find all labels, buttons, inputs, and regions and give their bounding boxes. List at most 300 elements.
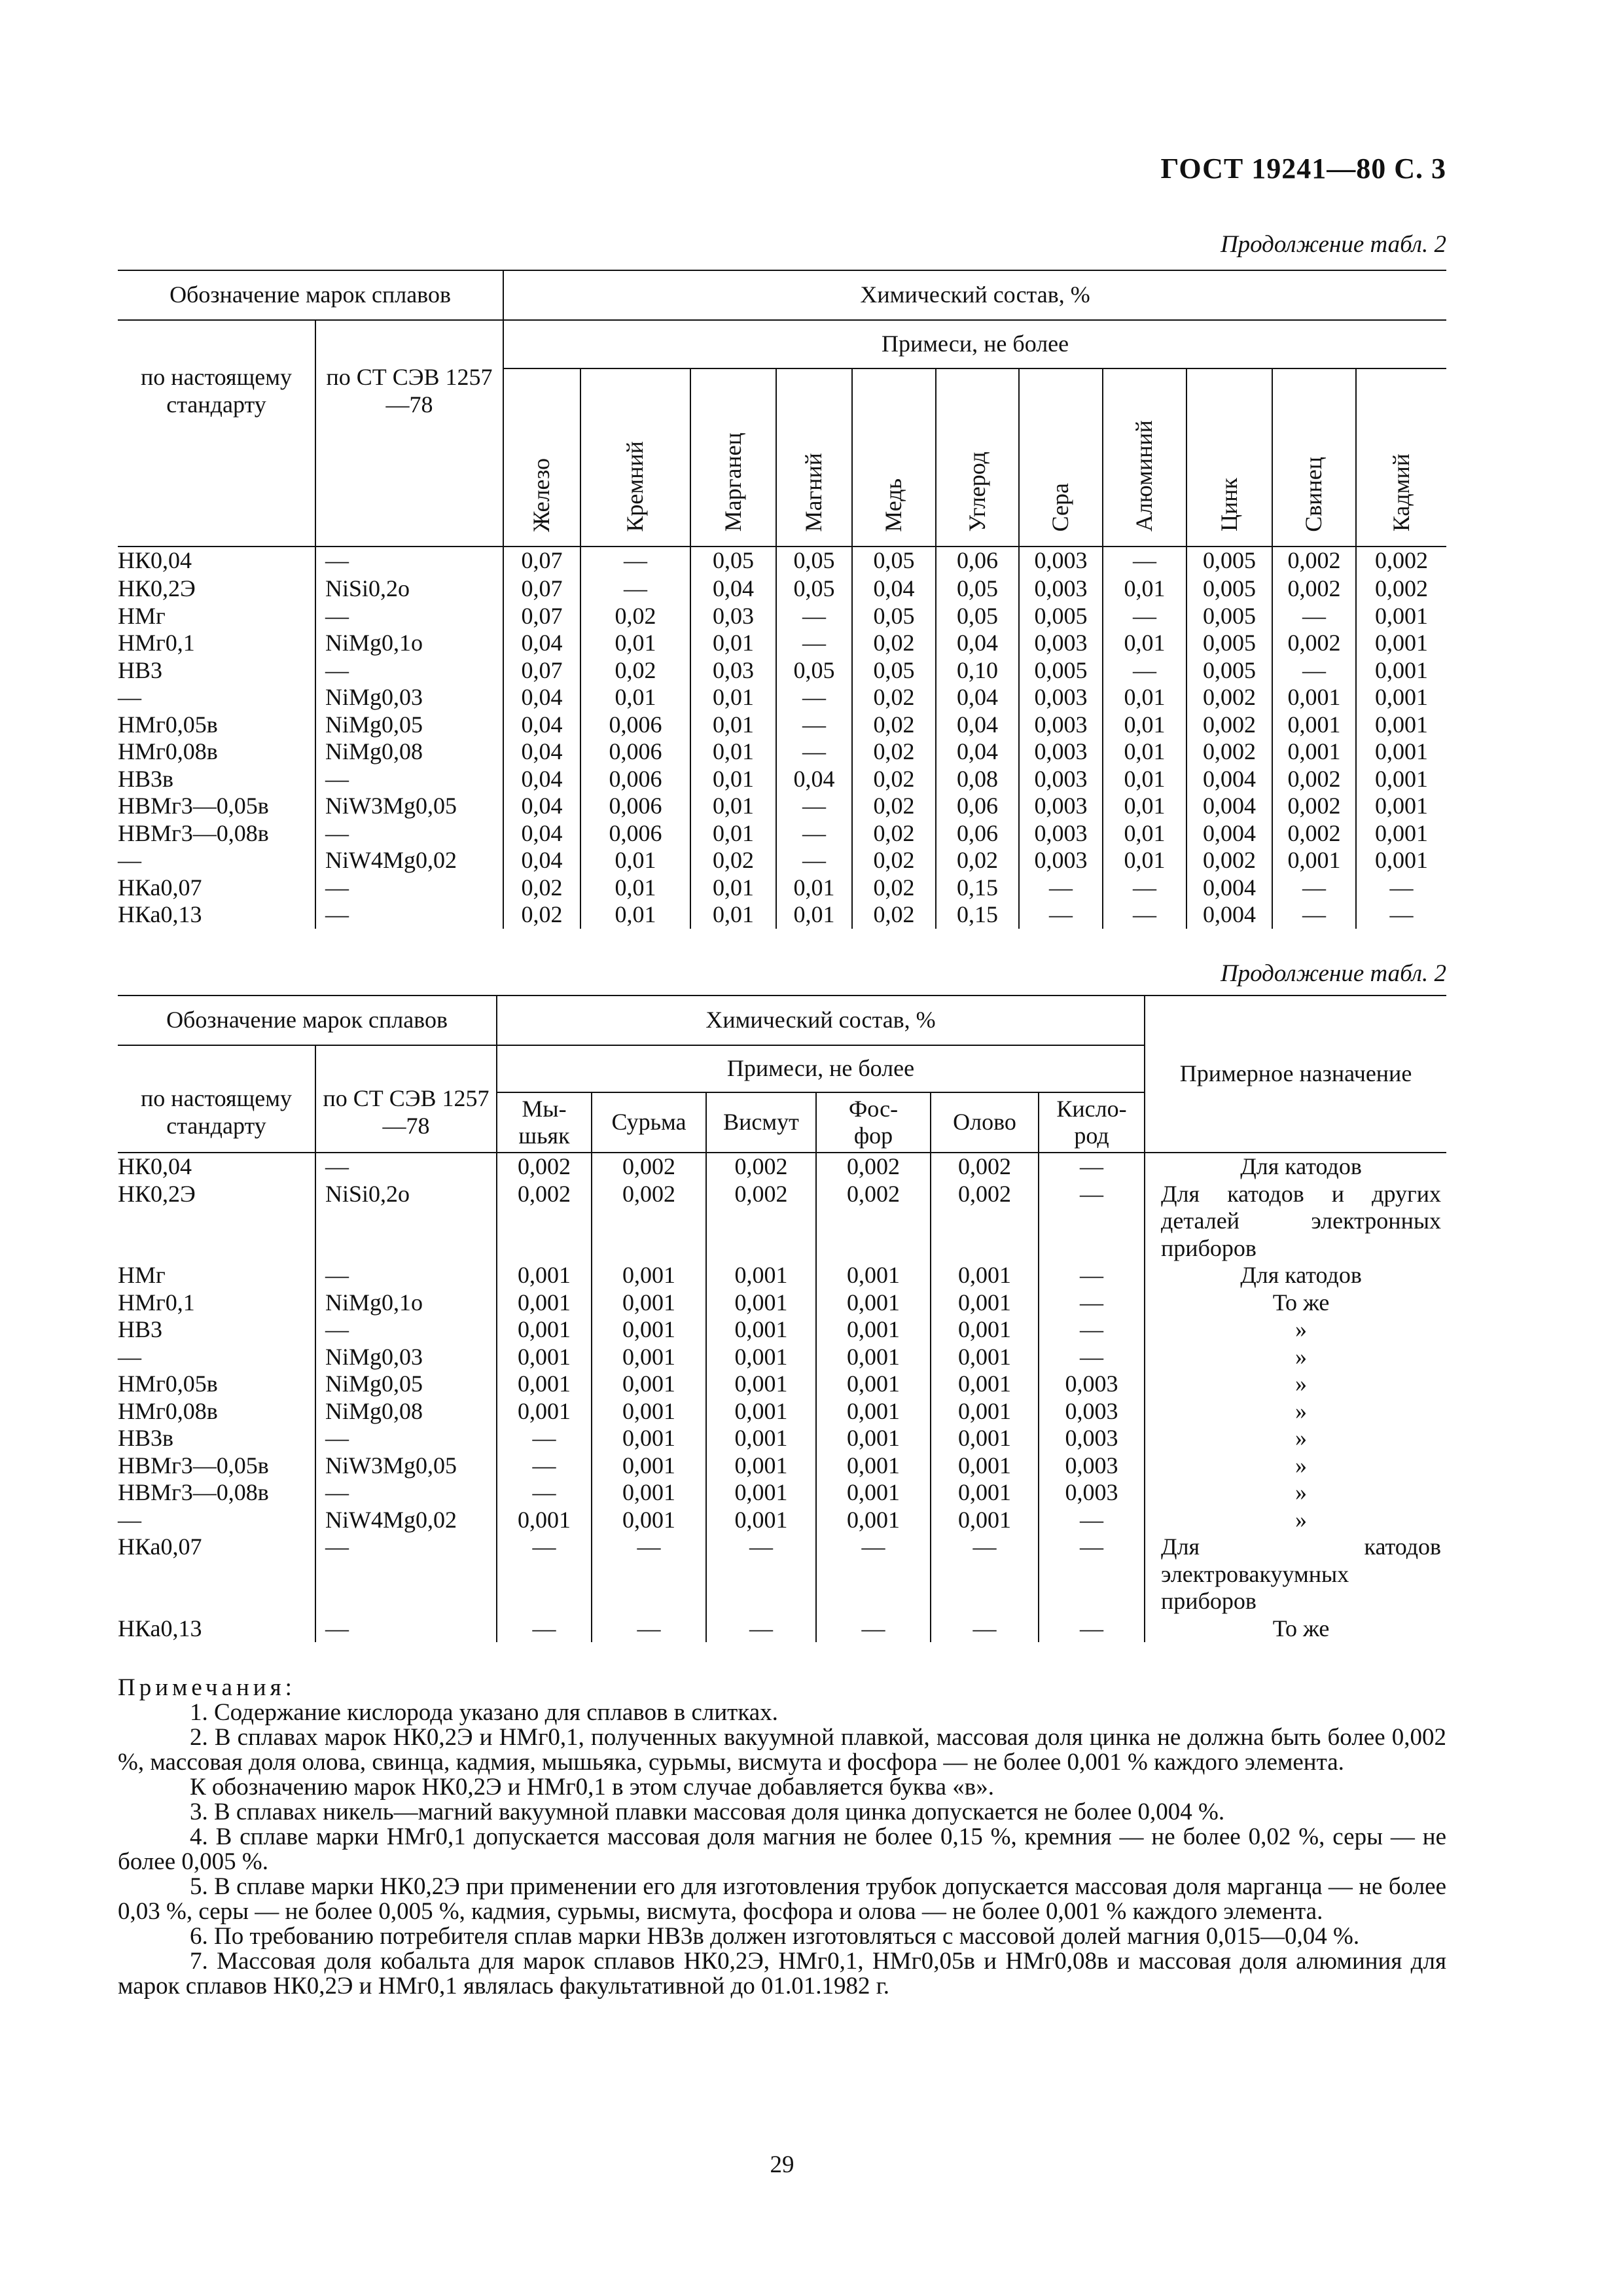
value-cell: 0,02 [503, 874, 580, 902]
value-cell: 0,05 [776, 657, 852, 685]
value-cell: 0,001 [1272, 738, 1356, 766]
value-cell: 0,15 [936, 901, 1019, 929]
value-cell: 0,001 [497, 1316, 592, 1344]
header-by-this-standard: по настоящему стандарту [118, 1045, 315, 1153]
value-cell: 0,002 [931, 1153, 1039, 1181]
sev-grade-cell: — [315, 901, 503, 929]
table-row [118, 874, 1446, 902]
table-row [118, 1507, 1446, 1534]
value-cell: — [1039, 1615, 1145, 1643]
value-cell: 0,02 [852, 820, 936, 848]
value-cell: — [1019, 874, 1103, 902]
table-row [118, 1344, 1446, 1371]
value-cell: 0,04 [503, 820, 580, 848]
value-cell: 0,001 [1356, 603, 1446, 630]
element-header: Кремний [622, 440, 649, 532]
header-impurities: Примеси, не более [503, 320, 1446, 368]
value-cell: 0,004 [1186, 820, 1272, 848]
value-cell: 0,005 [1186, 575, 1272, 603]
value-cell: » [1145, 1344, 1446, 1371]
value-cell: 0,002 [1272, 575, 1356, 603]
header-by-this-standard: по настоящему стандарту [118, 320, 315, 547]
value-cell: 0,01 [1103, 738, 1186, 766]
value-cell: 0,001 [816, 1262, 931, 1289]
value-cell: 0,001 [816, 1398, 931, 1426]
value-cell: — [776, 820, 852, 848]
value-cell: 0,002 [1272, 630, 1356, 657]
value-cell: 0,05 [936, 603, 1019, 630]
value-cell: 0,003 [1039, 1398, 1145, 1426]
value-cell: » [1145, 1425, 1446, 1452]
table-row [118, 1289, 1446, 1317]
value-cell: 0,001 [1356, 630, 1446, 657]
grade-cell: НВ3 [118, 656, 163, 683]
value-cell: 0,02 [852, 793, 936, 820]
table-row [118, 657, 1446, 685]
sev-grade-cell: NiW3Mg0,05 [315, 793, 503, 820]
value-cell: 0,006 [580, 793, 690, 820]
table-row [118, 547, 1446, 575]
value-cell: 0,001 [931, 1371, 1039, 1398]
value-cell: — [1039, 1289, 1145, 1317]
value-cell: — [1103, 657, 1186, 685]
value-cell: 0,04 [936, 711, 1019, 739]
value-cell: 0,006 [580, 820, 690, 848]
value-cell: 0,04 [503, 630, 580, 657]
value-cell: — [1039, 1316, 1145, 1344]
header-impurities: Примеси, не более [497, 1045, 1145, 1092]
value-cell: 0,05 [852, 603, 936, 630]
value-cell: » [1145, 1479, 1446, 1507]
table-row [118, 711, 1446, 739]
value-cell: 0,001 [592, 1425, 706, 1452]
table-row [118, 1615, 1446, 1643]
value-cell: 0,001 [592, 1344, 706, 1371]
table-row [118, 630, 1446, 657]
value-cell: 0,02 [852, 901, 936, 929]
value-cell: 0,004 [1186, 793, 1272, 820]
value-cell: 0,001 [931, 1398, 1039, 1426]
table-row [118, 901, 1446, 929]
value-cell: 0,001 [1272, 847, 1356, 874]
value-cell: » [1145, 1507, 1446, 1534]
value-cell: 0,02 [852, 630, 936, 657]
value-cell: 0,002 [1356, 547, 1446, 575]
grade-cell: НМг [118, 602, 166, 629]
value-cell: 0,01 [580, 874, 690, 902]
table-2-body [118, 1153, 1446, 1642]
value-cell: 0,001 [592, 1289, 706, 1317]
value-cell: 0,02 [852, 847, 936, 874]
grade-cell: — [118, 847, 141, 873]
element-header: Кисло- род [1039, 1092, 1145, 1153]
value-cell: 0,001 [931, 1452, 1039, 1480]
value-cell: 0,001 [706, 1344, 816, 1371]
value-cell: — [1039, 1507, 1145, 1534]
value-cell: — [592, 1534, 706, 1615]
value-cell: — [592, 1615, 706, 1643]
value-cell: 0,001 [1356, 657, 1446, 685]
table-row [118, 1316, 1446, 1344]
value-cell: — [776, 603, 852, 630]
value-cell: 0,003 [1039, 1425, 1145, 1452]
table-row [118, 1398, 1446, 1426]
value-cell: 0,01 [580, 847, 690, 874]
value-cell: 0,02 [852, 874, 936, 902]
value-cell: 0,01 [690, 630, 776, 657]
value-cell: — [1039, 1344, 1145, 1371]
value-cell: 0,002 [1272, 793, 1356, 820]
value-cell: 0,005 [1186, 657, 1272, 685]
value-cell: 0,05 [776, 547, 852, 575]
note-item: 7. Массовая доля кобальта для марок сплавов НК0,2Э, НМг0,1, НМг0,05в и НМг0,08в и массовая доля алюминия для марок сплавов НК0,2Э и НМг0,1 являлась факультативной до 01.01.1982 г. [118, 1948, 1446, 2000]
element-header: Магний [800, 452, 827, 532]
value-cell: 0,01 [690, 820, 776, 848]
grade-cell: НВ3 [118, 1316, 163, 1342]
grade-cell: НМг0,08в [118, 738, 218, 764]
value-cell: — [497, 1479, 592, 1507]
note-item: 2. В сплавах марок НК0,2Э и НМг0,1, полученных вакуумной плавкой, массовая доля цинка не должна быть более 0,002 %, массовая доля олова, свинца, кадмия, мышьяка, сурьмы, висмута и фосфора — не более 0,001 % каждого элемента. [118, 1724, 1446, 1776]
value-cell: 0,002 [1186, 847, 1272, 874]
header-purpose: Примерное назначение [1145, 996, 1446, 1153]
sev-grade-cell: NiMg0,05 [315, 1371, 497, 1398]
table-row [118, 1479, 1446, 1507]
value-cell: 0,001 [706, 1507, 816, 1534]
value-cell: — [776, 711, 852, 739]
value-cell: — [776, 630, 852, 657]
value-cell: 0,002 [816, 1181, 931, 1263]
composition-table-1 [118, 270, 1446, 929]
value-cell: 0,003 [1019, 630, 1103, 657]
value-cell: 0,04 [936, 630, 1019, 657]
value-cell: 0,002 [1272, 547, 1356, 575]
value-cell: — [497, 1425, 592, 1452]
value-cell: — [1103, 874, 1186, 902]
value-cell: 0,01 [690, 738, 776, 766]
element-header: Углерод [963, 452, 990, 532]
value-cell: 0,01 [580, 630, 690, 657]
value-cell: 0,001 [816, 1425, 931, 1452]
value-cell: — [1272, 874, 1356, 902]
value-cell: — [1039, 1262, 1145, 1289]
value-cell: 0,003 [1019, 684, 1103, 711]
value-cell: 0,001 [592, 1452, 706, 1480]
page-header: ГОСТ 19241—80 С. 3 [1160, 152, 1446, 185]
value-cell: 0,001 [706, 1289, 816, 1317]
grade-cell: — [118, 1343, 141, 1370]
value-cell: 0,05 [852, 657, 936, 685]
table-row [118, 603, 1446, 630]
value-cell: 0,02 [936, 847, 1019, 874]
grade-cell: НКа0,13 [118, 1615, 202, 1641]
value-cell: 0,003 [1019, 738, 1103, 766]
table-row [118, 1153, 1446, 1181]
value-cell: 0,002 [1186, 738, 1272, 766]
value-cell: 0,001 [931, 1425, 1039, 1452]
value-cell: — [1039, 1534, 1145, 1615]
element-header: Цинк [1215, 478, 1242, 532]
value-cell: 0,03 [690, 603, 776, 630]
value-cell: 0,006 [580, 738, 690, 766]
sev-grade-cell: NiMg0,08 [315, 738, 503, 766]
table-row [118, 1181, 1446, 1263]
value-cell: 0,005 [1186, 630, 1272, 657]
value-cell: 0,001 [592, 1371, 706, 1398]
value-cell: 0,001 [816, 1507, 931, 1534]
value-cell: — [1272, 901, 1356, 929]
value-cell: 0,01 [1103, 847, 1186, 874]
grade-cell: НВМг3—0,05в [118, 1452, 269, 1479]
grade-cell: НКа0,13 [118, 901, 202, 927]
value-cell: — [931, 1534, 1039, 1615]
value-cell: 0,001 [706, 1262, 816, 1289]
element-header: Висмут [706, 1092, 816, 1153]
note-item: 5. В сплаве марки НК0,2Э при применении его для изготовления трубок допускается массовая доля марганца — не более 0,03 %, серы — не более 0,005 %, кадмия, сурьмы, висмута, фосфора и олова — не более 0,001 % каждого элемента. [118, 1873, 1446, 1925]
value-cell: 0,01 [690, 711, 776, 739]
value-cell: Для катодов электровакуумных приборов [1145, 1534, 1446, 1615]
element-header: Сера [1047, 483, 1074, 532]
sev-grade-cell: — [315, 1153, 497, 1181]
table-row [118, 847, 1446, 874]
value-cell: 0,002 [592, 1153, 706, 1181]
value-cell: 0,07 [503, 547, 580, 575]
element-header: Свинец [1300, 456, 1327, 532]
value-cell: 0,005 [1019, 603, 1103, 630]
value-cell: 0,001 [497, 1344, 592, 1371]
sev-grade-cell: NiW4Mg0,02 [315, 847, 503, 874]
value-cell: — [1272, 657, 1356, 685]
value-cell: 0,04 [503, 793, 580, 820]
grade-cell: НМг0,05в [118, 1371, 218, 1397]
value-cell: 0,01 [690, 684, 776, 711]
header-chemical-composition: Химический состав, % [503, 270, 1446, 320]
sev-grade-cell: — [315, 820, 503, 848]
value-cell: 0,001 [497, 1371, 592, 1398]
value-cell: 0,005 [1186, 547, 1272, 575]
sev-grade-cell: — [315, 1262, 497, 1289]
value-cell: 0,003 [1039, 1479, 1145, 1507]
value-cell: — [497, 1534, 592, 1615]
value-cell: 0,01 [1103, 820, 1186, 848]
value-cell: 0,004 [1186, 901, 1272, 929]
element-header: Фос- фор [816, 1092, 931, 1153]
header-by-sev: по СТ СЭВ 1257—78 [315, 1045, 497, 1153]
sev-grade-cell: — [315, 603, 503, 630]
value-cell: 0,001 [1356, 684, 1446, 711]
value-cell: — [706, 1615, 816, 1643]
table-row [118, 1371, 1446, 1398]
value-cell: 0,001 [706, 1371, 816, 1398]
value-cell: 0,001 [1272, 684, 1356, 711]
grade-cell: НК0,2Э [118, 1180, 196, 1207]
value-cell: 0,001 [706, 1452, 816, 1480]
value-cell: 0,005 [1019, 657, 1103, 685]
element-header: Медь [880, 478, 907, 532]
grade-cell: НВМг3—0,08в [118, 819, 269, 846]
value-cell: 0,001 [816, 1371, 931, 1398]
grade-cell: НВМг3—0,08в [118, 1479, 269, 1505]
table-row [118, 1534, 1446, 1615]
value-cell: 0,002 [1186, 711, 1272, 739]
value-cell: 0,05 [852, 547, 936, 575]
value-cell: 0,06 [936, 820, 1019, 848]
value-cell: 0,001 [1356, 847, 1446, 874]
value-cell: 0,001 [931, 1316, 1039, 1344]
value-cell: 0,001 [816, 1289, 931, 1317]
sev-grade-cell: NiMg0,03 [315, 1344, 497, 1371]
value-cell: То же [1145, 1615, 1446, 1643]
value-cell: 0,001 [931, 1262, 1039, 1289]
value-cell: 0,07 [503, 603, 580, 630]
value-cell: 0,001 [1356, 738, 1446, 766]
value-cell: 0,05 [690, 547, 776, 575]
value-cell: 0,001 [706, 1425, 816, 1452]
grade-cell: — [118, 1506, 141, 1533]
value-cell: 0,04 [776, 766, 852, 793]
value-cell: 0,001 [816, 1479, 931, 1507]
value-cell: 0,06 [936, 547, 1019, 575]
header-designation: Обозначение марок сплавов [118, 996, 497, 1045]
value-cell: 0,01 [776, 901, 852, 929]
value-cell: 0,01 [580, 901, 690, 929]
sev-grade-cell: NiSi0,2o [315, 1181, 497, 1263]
sev-grade-cell: — [315, 1615, 497, 1643]
table-row [118, 575, 1446, 603]
sev-grade-cell: — [315, 547, 503, 575]
value-cell: — [1039, 1181, 1145, 1263]
value-cell: 0,02 [690, 847, 776, 874]
notes-block [118, 1676, 1446, 1999]
value-cell: 0,001 [1356, 766, 1446, 793]
value-cell: 0,02 [852, 738, 936, 766]
value-cell: Для катодов [1145, 1262, 1446, 1289]
value-cell: 0,03 [690, 657, 776, 685]
note-item: 4. В сплаве марки НМг0,1 допускается массовая доля магния не более 0,15 %, кремния — не более 0,02 %, серы — не более 0,005 %. [118, 1823, 1446, 1875]
value-cell: 0,05 [776, 575, 852, 603]
sev-grade-cell: — [315, 1316, 497, 1344]
value-cell: 0,001 [816, 1452, 931, 1480]
value-cell: 0,01 [580, 684, 690, 711]
value-cell: 0,001 [816, 1344, 931, 1371]
sev-grade-cell: NiSi0,2o [315, 575, 503, 603]
value-cell: — [1356, 901, 1446, 929]
value-cell: — [931, 1615, 1039, 1643]
value-cell: 0,001 [706, 1316, 816, 1344]
value-cell: 0,01 [1103, 684, 1186, 711]
note-item: 1. Содержание кислорода указано для сплавов в слитках. [190, 1699, 778, 1726]
value-cell: 0,04 [503, 684, 580, 711]
value-cell: 0,02 [852, 766, 936, 793]
value-cell: 0,001 [1356, 820, 1446, 848]
element-header: Алюминий [1131, 420, 1158, 532]
value-cell: 0,04 [503, 738, 580, 766]
value-cell: 0,002 [592, 1181, 706, 1263]
sev-grade-cell: — [315, 874, 503, 902]
value-cell: 0,001 [592, 1316, 706, 1344]
grade-cell: НКа0,07 [118, 874, 202, 901]
value-cell: — [1039, 1153, 1145, 1181]
value-cell: 0,003 [1019, 847, 1103, 874]
value-cell: 0,003 [1019, 575, 1103, 603]
grade-cell: НК0,04 [118, 547, 192, 573]
value-cell: — [1019, 901, 1103, 929]
value-cell: Для катодов [1145, 1153, 1446, 1181]
continuation-label-1: Продолжение табл. 2 [1220, 231, 1446, 258]
value-cell: 0,01 [690, 793, 776, 820]
value-cell: 0,003 [1019, 547, 1103, 575]
sev-grade-cell: — [315, 766, 503, 793]
value-cell: 0,002 [931, 1181, 1039, 1263]
value-cell: — [1103, 547, 1186, 575]
table-row [118, 1425, 1446, 1452]
composition-table-2 [118, 995, 1446, 1642]
value-cell: 0,001 [1356, 711, 1446, 739]
grade-cell: НМг [118, 1262, 166, 1288]
value-cell: 0,001 [592, 1262, 706, 1289]
value-cell: 0,002 [1272, 766, 1356, 793]
value-cell: 0,10 [936, 657, 1019, 685]
value-cell: 0,002 [497, 1181, 592, 1263]
value-cell: » [1145, 1398, 1446, 1426]
value-cell: 0,002 [706, 1181, 816, 1263]
value-cell: 0,002 [1356, 575, 1446, 603]
value-cell: — [776, 684, 852, 711]
grade-cell: НК0,2Э [118, 575, 196, 601]
value-cell: То же [1145, 1289, 1446, 1317]
value-cell: » [1145, 1316, 1446, 1344]
value-cell: 0,002 [1186, 684, 1272, 711]
value-cell: 0,02 [852, 711, 936, 739]
grade-cell: НВ3в [118, 1425, 174, 1451]
value-cell: 0,02 [852, 684, 936, 711]
grade-cell: НКа0,07 [118, 1534, 202, 1560]
value-cell: 0,001 [706, 1479, 816, 1507]
value-cell: — [1356, 874, 1446, 902]
value-cell: 0,01 [1103, 630, 1186, 657]
grade-cell: НВ3в [118, 765, 174, 792]
value-cell: 0,01 [1103, 711, 1186, 739]
header-designation: Обозначение марок сплавов [118, 270, 503, 320]
value-cell: 0,001 [706, 1398, 816, 1426]
value-cell: 0,04 [690, 575, 776, 603]
value-cell: 0,003 [1039, 1452, 1145, 1480]
value-cell: 0,08 [936, 766, 1019, 793]
value-cell: 0,005 [1186, 603, 1272, 630]
value-cell: 0,01 [776, 874, 852, 902]
grade-cell: НМг0,1 [118, 630, 195, 656]
value-cell: 0,001 [592, 1479, 706, 1507]
value-cell: 0,001 [497, 1289, 592, 1317]
value-cell: — [580, 575, 690, 603]
value-cell: — [816, 1534, 931, 1615]
element-header: Железо [528, 457, 555, 532]
value-cell: 0,006 [580, 711, 690, 739]
value-cell: 0,001 [1272, 711, 1356, 739]
value-cell: » [1145, 1452, 1446, 1480]
table-row [118, 793, 1446, 820]
value-cell: 0,01 [1103, 766, 1186, 793]
grade-cell: НВМг3—0,05в [118, 793, 269, 819]
value-cell: 0,04 [936, 684, 1019, 711]
sev-grade-cell: NiW4Mg0,02 [315, 1507, 497, 1534]
value-cell: 0,07 [503, 575, 580, 603]
value-cell: 0,04 [936, 738, 1019, 766]
table-row [118, 1452, 1446, 1480]
value-cell: 0,04 [503, 766, 580, 793]
value-cell: 0,003 [1019, 766, 1103, 793]
element-header: Мы- шьяк [497, 1092, 592, 1153]
grade-cell: НМг0,08в [118, 1397, 218, 1424]
